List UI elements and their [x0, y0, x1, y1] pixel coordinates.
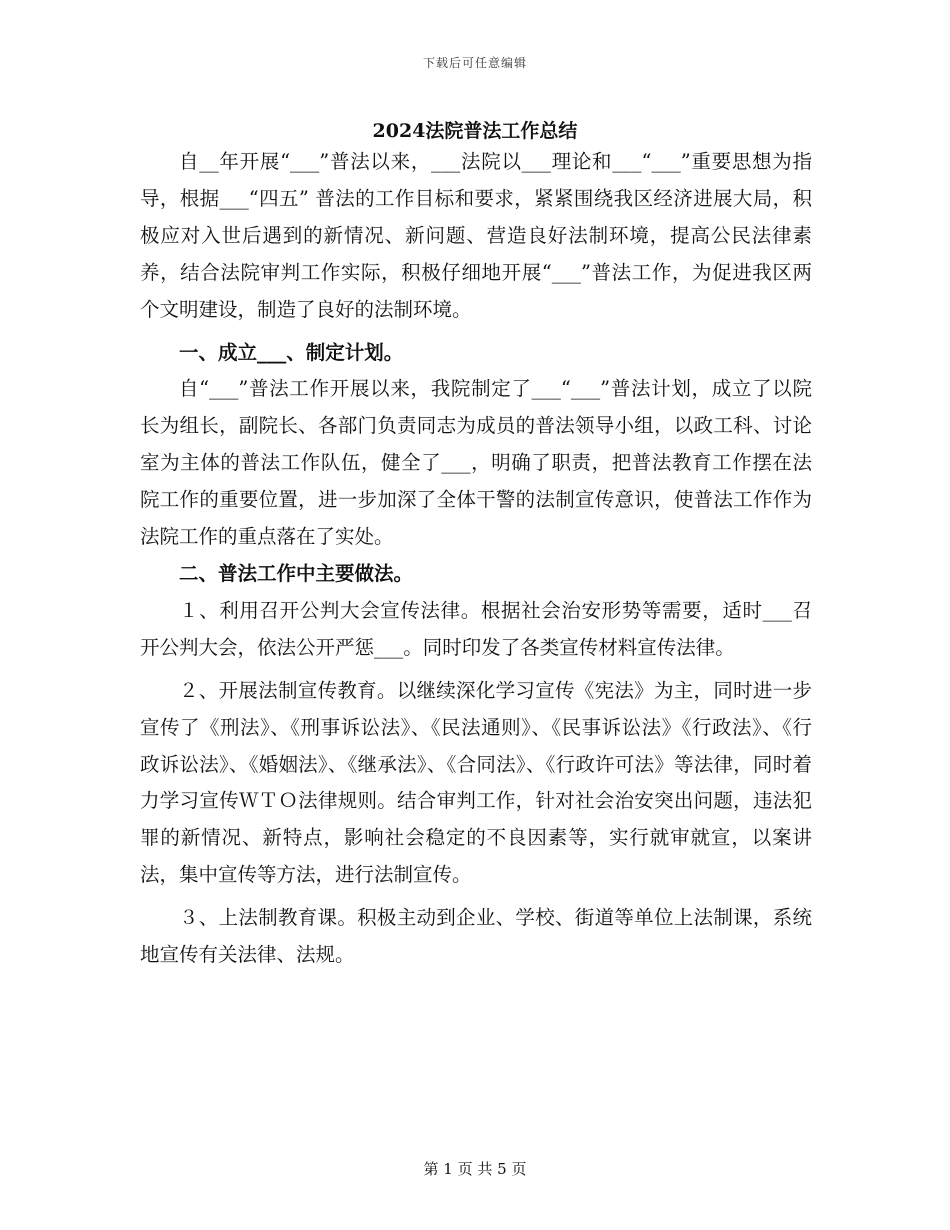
section-1-paragraph: 自“___”普法工作开展以来，我院制定了___“___”普法计划，成立了以院长为组长，副院长、各部门负责同志为成员的普法领导小组，以政工科、讨论室为主体的普法工作队伍，健全了___，明确了职责，把普法教育工作摆在法院工作的重要位置，进一步加深了全体干警的法制宣传意识，使普法工作作为法院工作的重点落在了实处。: [140, 377, 812, 549]
page-header-note: 下载后可任意编辑: [422, 56, 527, 70]
section-2-item-3: ３、上法制教育课。积极主动到企业、学校、街道等单位上法制课，系统地宣传有关法律、法规。: [140, 906, 812, 967]
section-2-item-2: ２、开展法制宣传教育。以继续深化学习宣传《宪法》为主，同时进一步宣传了《刑法》、《刑事诉讼法》、《民法通则》、《民事诉讼法》《行政法》、《行政诉讼法》、《婚姻法》、《继承法》、《合同法》、《行政许可法》等法律，同时着力学习宣传ＷＴＯ法律规则。结合审判工作，针对社会治安突出问题，违法犯罪的新情况、新特点，影响社会稳定的不良因素等，实行就审就宣，以案讲法，集中宣传等方法，进行法制宣传。: [140, 678, 812, 887]
section-2-item-1: １、利用召开公判大会宣传法律。根据社会治安形势等需要，适时___召开公判大会，依法公开严惩___。同时印发了各类宣传材料宣传法律。: [140, 598, 812, 659]
section-2-heading: 二、普法工作中主要做法。: [179, 561, 414, 585]
section-1-heading: 一、成立___、制定计划。: [179, 340, 404, 364]
document-body: [140, 144, 812, 974]
intro-paragraph: 自__年开展“___”普法以来，___法院以___理论和___“___”重要思想为指导，根据___“四五” 普法的工作目标和要求，紧紧围绕我区经济进展大局，积极应对入世后遇到的新情况、新问题、营造良好法制环境，提高公民法律素养，结合法院审判工作实际，积极仔细地开展“___”普法工作，为促进我区两个文明建设，制造了良好的法制环境。: [140, 150, 812, 321]
page-footer-page-number: 第 1 页 共 5 页: [423, 1160, 527, 1178]
document-title: 2024法院普法工作总结: [372, 120, 578, 142]
